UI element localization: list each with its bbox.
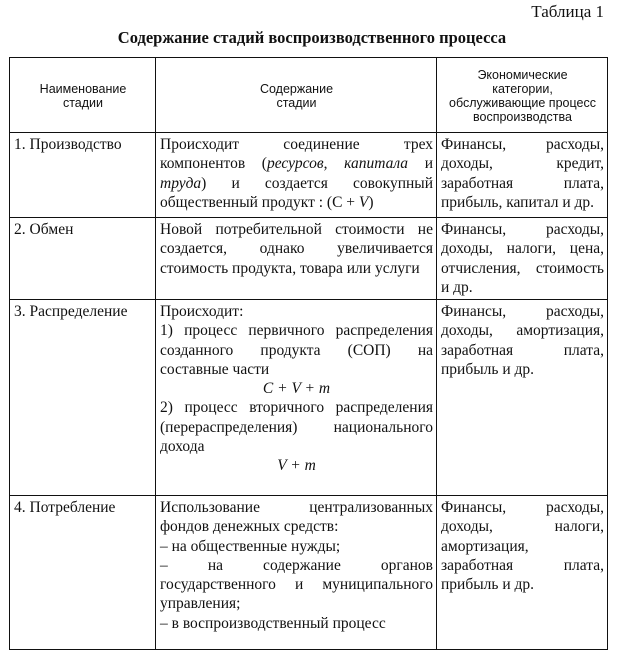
- categories-cell: Финансы, расходы, доходы, амортизация, заработная плата, прибыль и др.: [437, 300, 608, 496]
- content-text: Использование централизованных фондов денежных средств:: [160, 499, 433, 536]
- content-text: ): [368, 193, 374, 211]
- content-italic: труда: [160, 174, 202, 192]
- table-row: [10, 218, 608, 300]
- stages-table: [9, 57, 608, 650]
- header-economic-categories: [437, 58, 608, 133]
- stage-name-cell: 2. Обмен: [10, 218, 156, 300]
- stage-content-cell: [156, 133, 437, 218]
- header-text: Экономические: [477, 67, 568, 82]
- header-text: Наименование: [39, 81, 127, 96]
- list-item: – на содержание органов государственного и муниципального управления;: [160, 556, 433, 613]
- stage-name-cell: 1. Производство: [10, 133, 156, 218]
- formula: С + V + m: [262, 380, 331, 398]
- header-row: [10, 58, 608, 133]
- formula: V + m: [277, 457, 316, 475]
- stage-content-cell: [156, 300, 437, 496]
- content-text: 1) процесс первичного распределения созданного продукта (СОП) на составные части: [160, 322, 433, 378]
- stage-name-cell: 4. Потребление: [10, 496, 156, 650]
- categories-cell: Финансы, расходы, доходы, налоги, цена, отчисления, стоимость и др.: [437, 218, 608, 300]
- header-text: категории,: [492, 81, 553, 96]
- header-text: воспроизводства: [473, 109, 572, 124]
- content-italic: ресурсов: [266, 155, 324, 173]
- content-italic: V: [358, 193, 369, 211]
- table-number: Таблица 1: [531, 2, 604, 21]
- content-text: Происходит:: [160, 303, 244, 320]
- table-row: [10, 496, 608, 650]
- list-item: – на общественные нужды;: [160, 537, 341, 555]
- categories-cell: Финансы, расходы, доходы, налоги, амортизация, заработная плата, прибыль и др.: [437, 496, 608, 650]
- categories-cell: Финансы, расходы, доходы, кредит, заработная плата, прибыль, капитал и др.: [437, 133, 608, 218]
- content-text: 2) процесс вторичного распределения (перераспределения) национального дохода: [160, 399, 433, 456]
- table-title: Содержание стадий воспроизводственного процесса: [117, 28, 507, 47]
- content-text: Происходит соединение трех компонентов (: [160, 136, 433, 173]
- list-item: – в воспроизводственный процесс: [160, 614, 386, 632]
- content-italic: капитала: [344, 155, 409, 173]
- header-text: обслуживающие процесс: [449, 95, 596, 110]
- table-row: [10, 133, 608, 218]
- stage-content-cell: [156, 496, 437, 650]
- table-row: [10, 300, 608, 496]
- header-stage-name: [10, 58, 156, 133]
- header-text: Содержание: [259, 81, 334, 96]
- stage-name-cell: 3. Распределение: [10, 300, 156, 496]
- content-text: ,: [323, 155, 345, 173]
- content-text: и: [408, 155, 434, 173]
- content-text: ) и создается совокупный общественный продукт : (С +: [160, 174, 433, 211]
- header-text: стадии: [62, 95, 104, 110]
- stage-content-cell: Новой потребительной стоимости не создается, однако увеличивается стоимость продукта, товара или услуги: [156, 218, 437, 300]
- header-stage-content: [156, 58, 437, 133]
- header-text: стадии: [276, 95, 317, 110]
